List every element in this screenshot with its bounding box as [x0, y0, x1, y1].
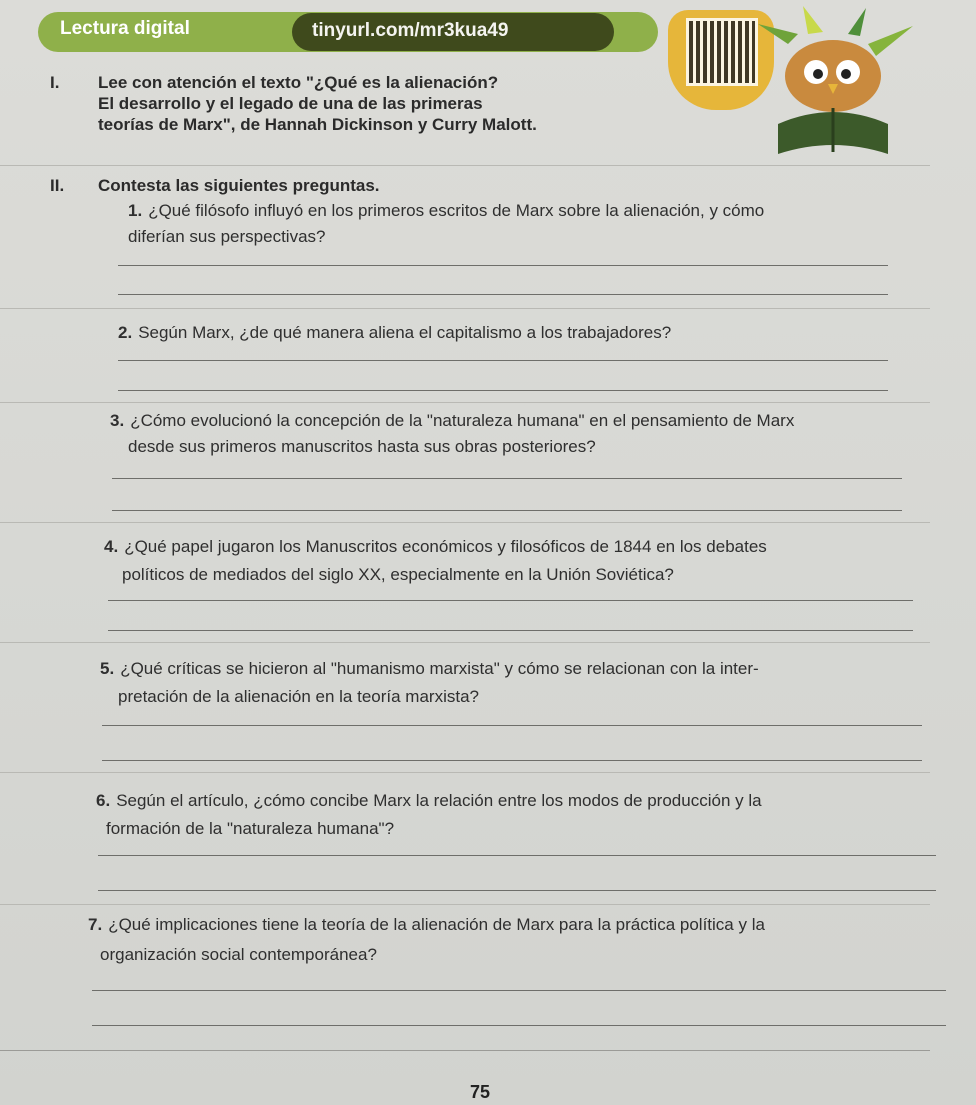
divider: [0, 772, 930, 773]
answer-line[interactable]: [118, 390, 888, 391]
divider: [0, 402, 930, 403]
question-3-cont: desde sus primeros manuscritos hasta sus obras posteriores?: [128, 437, 596, 456]
answer-line[interactable]: [98, 890, 936, 891]
answer-line[interactable]: [102, 760, 922, 761]
question-1-cont: diferían sus perspectivas?: [128, 227, 326, 246]
intro-line-3: teorías de Marx", de Hannah Dickinson y Curry Malott.: [98, 115, 537, 134]
intro-number: I.: [50, 73, 60, 92]
divider: [0, 642, 930, 643]
answer-line[interactable]: [102, 725, 922, 726]
question-5: [100, 658, 759, 680]
answer-line[interactable]: [118, 265, 888, 266]
intro-line-2: El desarrollo y el legado de una de las primeras: [98, 94, 483, 113]
section-title: Contesta las siguientes preguntas.: [98, 176, 380, 195]
divider: [0, 308, 930, 309]
question-6: [96, 790, 762, 812]
question-number: 1.: [128, 201, 143, 220]
intro-instruction: [50, 72, 630, 135]
divider: [0, 1050, 930, 1051]
question-text-3: ¿Cómo evolucionó la concepción de la "naturaleza humana" en el pensamiento de Marx: [130, 411, 795, 430]
divider: [0, 165, 930, 166]
mascot-owl-icon: [748, 4, 918, 164]
answer-line[interactable]: [92, 990, 946, 991]
question-text-1: ¿Qué filósofo influyó en los primeros escritos de Marx sobre la alienación, y cómo: [148, 201, 765, 220]
answer-line[interactable]: [92, 1025, 946, 1026]
question-text-6: Según el artículo, ¿cómo concibe Marx la relación entre los modos de producción y la: [116, 791, 762, 810]
question-4-cont: políticos de mediados del siglo XX, especialmente en la Unión Soviética?: [122, 565, 674, 584]
question-number: 2.: [118, 323, 133, 342]
question-1: [128, 200, 764, 222]
divider: [0, 904, 930, 905]
intro-line-1: Lee con atención el texto "¿Qué es la alienación?: [98, 73, 499, 92]
answer-line[interactable]: [98, 855, 936, 856]
answer-line[interactable]: [108, 630, 913, 631]
header-label: Lectura digital: [60, 18, 190, 39]
question-4: [104, 536, 767, 558]
section-heading: [50, 176, 380, 196]
divider: [0, 522, 930, 523]
question-5-cont: pretación de la alienación en la teoría marxista?: [118, 687, 479, 706]
section-number: II.: [50, 176, 65, 195]
question-number: 7.: [88, 915, 103, 934]
question-text-4: ¿Qué papel jugaron los Manuscritos económicos y filosóficos de 1844 en los debates: [124, 537, 767, 556]
question-text-5: ¿Qué críticas se hicieron al "humanismo marxista" y cómo se relacionan con la inter-: [120, 659, 759, 678]
question-number: 3.: [110, 411, 125, 430]
answer-line[interactable]: [118, 294, 888, 295]
answer-line[interactable]: [112, 478, 902, 479]
page-number: 75: [470, 1082, 491, 1102]
question-2: [118, 322, 671, 344]
answer-line[interactable]: [108, 600, 913, 601]
question-7-cont: organización social contemporánea?: [100, 945, 377, 964]
question-6-cont: formación de la "naturaleza humana"?: [106, 819, 395, 838]
question-number: 6.: [96, 791, 111, 810]
answer-line[interactable]: [118, 360, 888, 361]
question-7: [88, 914, 765, 936]
question-text-7: ¿Qué implicaciones tiene la teoría de la alienación de Marx para la práctica política y la: [108, 915, 765, 934]
question-number: 5.: [100, 659, 115, 678]
header-url[interactable]: tinyurl.com/mr3kua49: [312, 20, 509, 41]
answer-line[interactable]: [112, 510, 902, 511]
question-text-2: Según Marx, ¿de qué manera aliena el capitalismo a los trabajadores?: [138, 323, 672, 342]
question-number: 4.: [104, 537, 119, 556]
question-3: [110, 410, 794, 432]
